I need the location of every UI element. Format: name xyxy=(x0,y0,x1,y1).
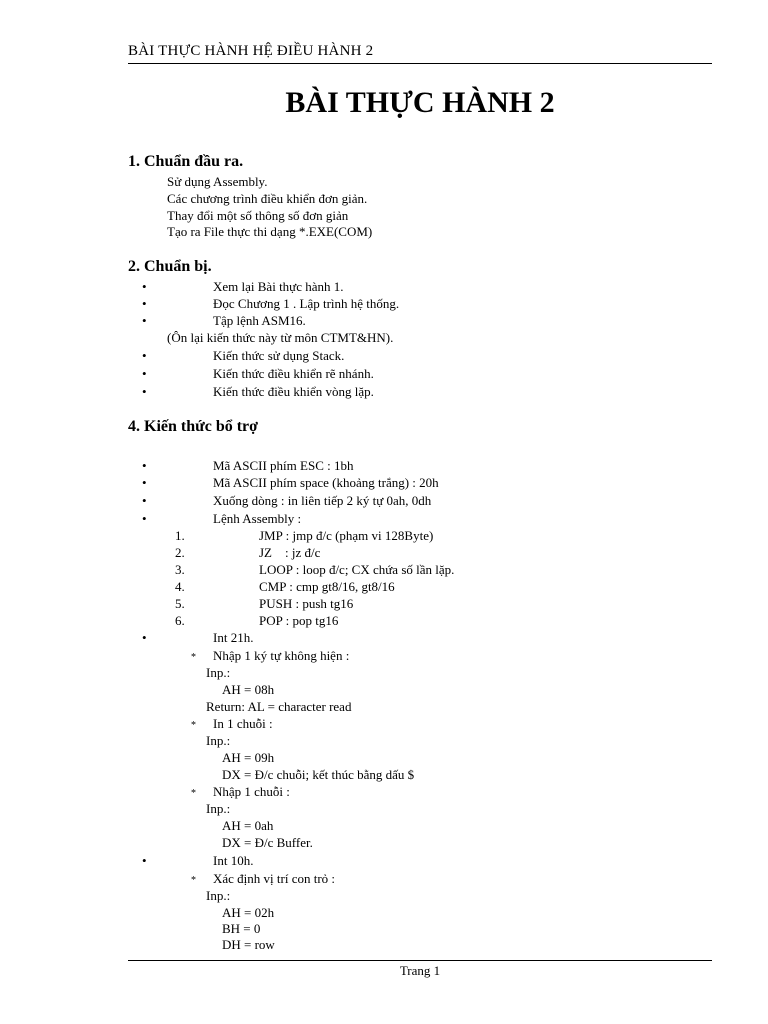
document-title: BÀI THỰC HÀNH 2 xyxy=(285,86,555,119)
bullet-icon: • xyxy=(142,493,147,508)
bullet-icon: • xyxy=(142,511,147,526)
bullet-icon: • xyxy=(142,296,147,311)
bullet-icon: • xyxy=(142,348,147,363)
list-number: 6. xyxy=(175,613,185,628)
asterisk-icon: * xyxy=(191,788,196,799)
page-number: Trang 1 xyxy=(399,963,441,978)
section-2-heading: 2. Chuẩn bị. xyxy=(128,258,212,275)
bullet-icon: • xyxy=(142,475,147,490)
list-item: Xem lại Bài thực hành 1. xyxy=(213,279,344,294)
list-number: 1. xyxy=(175,528,185,543)
input-label: Inp.: xyxy=(206,888,231,903)
footer-rule xyxy=(128,960,712,961)
numbered-item: PUSH : push tg16 xyxy=(259,596,354,611)
list-item: Int 10h. xyxy=(213,853,254,868)
sub-item: Nhập 1 ký tự không hiện : xyxy=(213,648,350,663)
section-1-line: Sử dụng Assembly. xyxy=(167,174,268,189)
register-line: BH = 0 xyxy=(222,921,261,936)
list-number: 5. xyxy=(175,596,185,611)
section-1-line: Các chương trình điều khiển đơn giản. xyxy=(167,191,368,206)
input-label: Inp.: xyxy=(206,801,231,816)
list-item: Kiến thức điều khiển vòng lặp. xyxy=(213,384,374,399)
bullet-icon: • xyxy=(142,853,147,868)
list-item: Kiến thức sử dụng Stack. xyxy=(213,348,345,363)
list-item: Đọc Chương 1 . Lập trình hệ thống. xyxy=(213,296,400,311)
header-rule xyxy=(128,63,712,64)
list-number: 2. xyxy=(175,545,185,560)
register-line: AH = 09h xyxy=(222,750,275,765)
numbered-item: JMP : jmp đ/c (phạm vi 128Byte) xyxy=(259,528,434,543)
register-line: AH = 02h xyxy=(222,905,275,920)
asterisk-icon: * xyxy=(191,720,196,731)
bullet-icon: • xyxy=(142,458,147,473)
list-item: Kiến thức điều khiển rẽ nhánh. xyxy=(213,366,374,381)
list-number: 3. xyxy=(175,562,185,577)
running-header: BÀI THỰC HÀNH HỆ ĐIỀU HÀNH 2 xyxy=(128,43,374,59)
numbered-item: POP : pop tg16 xyxy=(259,613,339,628)
section-4-heading: 4. Kiến thức bổ trợ xyxy=(128,418,259,435)
list-item: Lệnh Assembly : xyxy=(213,511,302,526)
numbered-item: LOOP : loop đ/c; CX chứa số lần lặp. xyxy=(259,562,455,577)
list-item: Mã ASCII phím space (khoảng trắng) : 20h xyxy=(213,475,439,490)
return-line: Return: AL = character read xyxy=(206,699,352,714)
bullet-icon: • xyxy=(142,384,147,399)
input-label: Inp.: xyxy=(206,733,231,748)
register-line: AH = 0ah xyxy=(222,818,274,833)
numbered-item: CMP : cmp gt8/16, gt8/16 xyxy=(259,579,395,594)
section-1-line: Tạo ra File thực thi dạng *.EXE(COM) xyxy=(167,224,373,239)
register-line: DX = Đ/c Buffer. xyxy=(222,835,313,850)
register-line: AH = 08h xyxy=(222,682,275,697)
list-item: Xuống dòng : in liên tiếp 2 ký tự 0ah, 0dh xyxy=(213,493,432,508)
list-note: (Ôn lại kiến thức này từ môn CTMT&HN). xyxy=(167,330,394,345)
input-label: Inp.: xyxy=(206,665,231,680)
section-1-line: Thay đổi một số thông số đơn giản xyxy=(167,208,349,223)
register-line: DH = row xyxy=(222,937,275,952)
list-number: 4. xyxy=(175,579,185,594)
list-item: Mã ASCII phím ESC : 1bh xyxy=(213,458,354,473)
sub-item: Xác định vị trí con trỏ : xyxy=(213,871,336,886)
bullet-icon: • xyxy=(142,313,147,328)
bullet-icon: • xyxy=(142,630,147,645)
sub-item: Nhập 1 chuỗi : xyxy=(213,784,290,799)
section-1-heading: 1. Chuẩn đầu ra. xyxy=(128,153,244,170)
list-item: Int 21h. xyxy=(213,630,254,645)
asterisk-icon: * xyxy=(191,875,196,886)
bullet-icon: • xyxy=(142,279,147,294)
list-item: Tập lệnh ASM16. xyxy=(213,313,306,328)
asterisk-icon: * xyxy=(191,652,196,663)
register-line: DX = Đ/c chuỗi; kết thúc bằng dấu $ xyxy=(222,767,415,782)
numbered-item: JZ : jz đ/c xyxy=(259,545,321,560)
bullet-icon: • xyxy=(142,366,147,381)
sub-item: In 1 chuỗi : xyxy=(213,716,273,731)
